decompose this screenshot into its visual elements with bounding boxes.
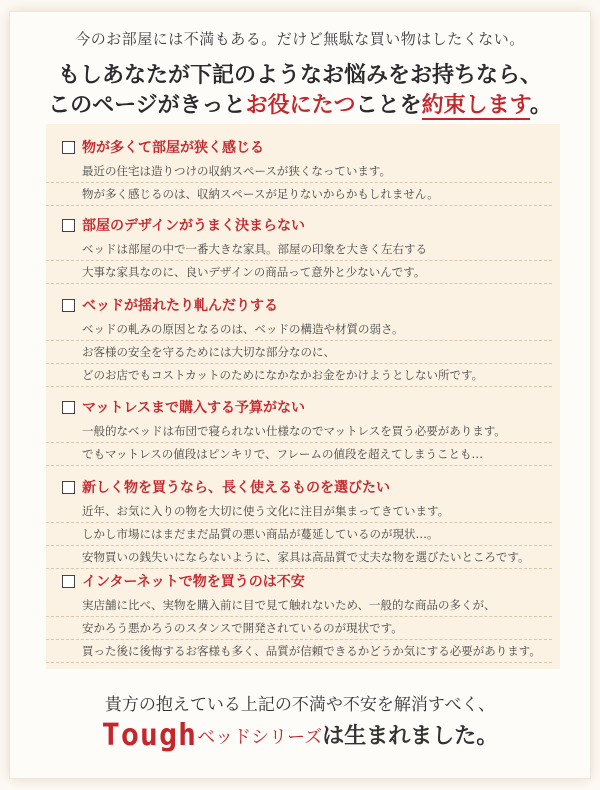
concern-item <box>46 396 560 466</box>
concern-line: ベッドの軋みの原因となるのは、ベッドの構造や材質の弱さ。 <box>46 318 552 341</box>
concern-line: どのお店でもコストカットのためになかなかお金をかけようとしない所です。 <box>46 364 552 387</box>
concern-line: 安かろう悪かろうのスタンスで開発されているのが現状です。 <box>46 617 552 640</box>
headline-line1: もしあなたが下記のようなお悩みをお持ちなら、 <box>57 62 542 88</box>
checkbox-icon <box>62 575 75 588</box>
intro-text: 今のお部屋には不満もある。だけど無駄な買い物はしたくない。 <box>75 30 525 48</box>
concern-line: 実店舗に比べ、実物を購入前に目で見て触れないため、一般的な商品の多くが、 <box>46 594 552 617</box>
checkbox-icon <box>62 219 75 232</box>
concern-title-text: 物が多くて部屋が狭く感じる <box>82 140 264 156</box>
concern-title <box>46 570 560 594</box>
checkbox-icon <box>62 141 75 154</box>
concern-item <box>46 476 560 569</box>
headline-highlight: お役にたつ <box>245 92 356 118</box>
headline-line2 <box>0 90 600 120</box>
concern-line: 買った後に後悔するお客様も多く、品質が信頼できるかどうか気にする必要があります。 <box>46 640 552 663</box>
concerns-panel <box>46 124 560 669</box>
concern-title <box>46 396 560 420</box>
concern-title <box>46 214 560 238</box>
concern-title-text: マットレスまで購入する予算がない <box>82 400 306 416</box>
headline-text: このページがきっと <box>48 92 246 118</box>
concern-line: でもマットレスの値段はピンキリで、フレームの値段を超えてしまうことも… <box>46 443 552 466</box>
concern-item <box>46 294 560 387</box>
checkbox-icon <box>62 401 75 414</box>
series-name: ベッドシリーズ <box>197 727 323 748</box>
concern-line: しかし市場にはまだまだ品質の悪い商品が蔓延しているのが現状…。 <box>46 523 552 546</box>
headline-text: 。 <box>529 92 552 118</box>
concern-title-text: インターネットで物を買うのは不安 <box>82 574 305 590</box>
concern-item <box>46 136 560 206</box>
concern-item <box>46 214 560 284</box>
headline-text: ことを <box>355 92 422 118</box>
concern-line: 安物買いの銭失いにならないように、家具は高品質で丈夫な物を選びたいところです。 <box>46 546 552 569</box>
checkbox-icon <box>62 299 75 312</box>
concern-line: 一般的なベッドは布団で寝られない仕様なのでマットレスを買う必要があります。 <box>46 420 552 443</box>
headline-promise: 約束します <box>421 92 530 118</box>
concern-line: 最近の住宅は造りつけの収納スペースが狭くなっています。 <box>46 160 552 183</box>
brand-logo: Tough <box>101 718 198 753</box>
concern-title-text: ベッドが揺れたり軋んだりする <box>82 298 278 314</box>
concern-line: 物が多く感じるのは、収納スペースが足りないからかもしれません。 <box>46 183 552 206</box>
headline <box>0 60 600 120</box>
concern-line: 近年、お気に入りの物を大切に使う文化に注目が集まってきています。 <box>46 500 552 523</box>
concern-item <box>46 570 560 663</box>
concern-title-text: 部屋のデザインがうまく決まらない <box>82 218 306 234</box>
closing-line1: 貴方の抱えている上記の不満や不安を解消すべく、 <box>104 695 496 715</box>
concern-title-text: 新しく物を買うなら、長く使えるものを選びたい <box>82 480 390 496</box>
concern-line: ベッドは部屋の中で一番大きな家具。部屋の印象を大きく左右する <box>46 238 552 261</box>
concern-title <box>46 136 560 160</box>
closing-end: は生まれました。 <box>322 723 499 749</box>
concern-line: お客様の安全を守るためには大切な部分なのに、 <box>46 341 552 364</box>
closing-line2 <box>0 718 600 753</box>
concern-title <box>46 476 560 500</box>
concern-title <box>46 294 560 318</box>
checkbox-icon <box>62 481 75 494</box>
concern-line: 大事な家具なのに、良いデザインの商品って意外と少ないんです。 <box>46 261 552 284</box>
